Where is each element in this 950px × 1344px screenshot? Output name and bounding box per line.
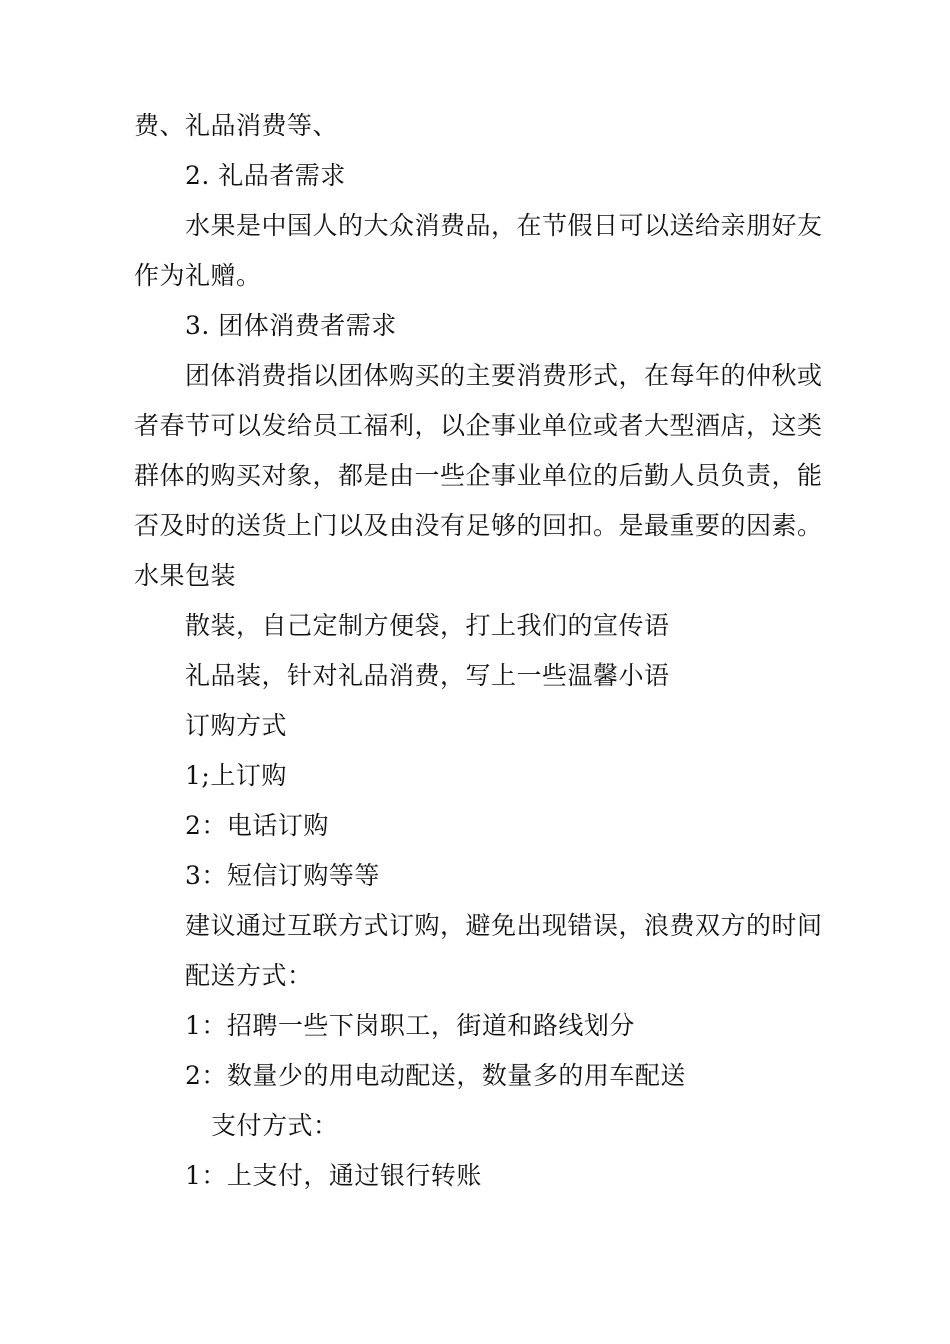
text-line: 散装，自己定制方便袋，打上我们的宣传语 [185,611,670,640]
list-item: 1：上支付，通过银行转账 [185,1161,482,1190]
list-item: 1：招聘一些下岗职工，街道和路线划分 [185,1011,635,1040]
list-item: 1;上订购 [185,761,287,790]
paragraph-line: 者春节可以发给员工福利，以企事业单位或者大型酒店，这类 [134,411,823,440]
paragraph-line: 水果是中国人的大众消费品，在节假日可以送给亲朋好友 [185,211,823,240]
section-heading: 配送方式： [185,961,313,990]
list-item: 2：电话订购 [185,811,329,840]
paragraph-line: 作为礼赠。 [134,261,262,290]
section-heading: 2. 礼品者需求 [185,161,346,190]
section-heading: 水果包装 [134,561,237,590]
list-item: 3：短信订购等等 [185,861,380,890]
text-line: 礼品装，针对礼品消费，写上一些温馨小语 [185,661,670,690]
list-item: 2：数量少的用电动配送，数量多的用车配送 [185,1061,686,1090]
text-line: 建议通过互联方式订购，避免出现错误，浪费双方的时间 [185,911,823,940]
paragraph-line: 否及时的送货上门以及由没有足够的回扣。是最重要的因素。 [134,511,823,540]
section-heading: 支付方式： [211,1111,339,1140]
text-line: 费、礼品消费等、 [134,111,339,140]
paragraph-line: 团体消费指以团体购买的主要消费形式，在每年的仲秋或 [185,361,823,390]
section-heading: 3. 团体消费者需求 [185,311,397,340]
paragraph-line: 群体的购买对象，都是由一些企事业单位的后勤人员负责，能 [134,461,823,490]
section-heading: 订购方式 [185,711,288,740]
